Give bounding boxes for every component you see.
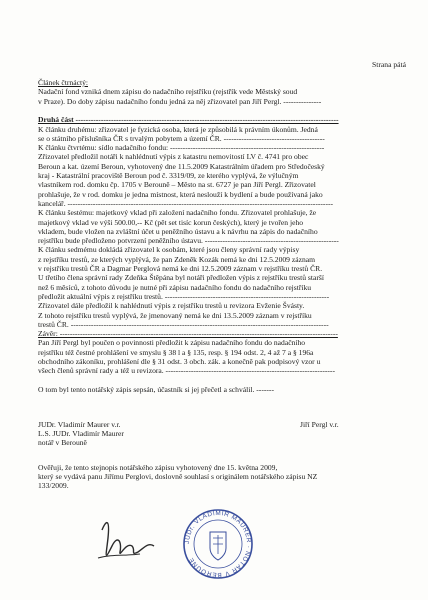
text-line: Druhá část -------------------------------------------------------------------------------------------------------- (38, 115, 339, 125)
text-line: K článku druhému: zřizovatel je fyzická osoba, která je způsobilá k právním úkonům. Jedná (38, 124, 318, 134)
text-line: K článku sedmému dokládá zřizovatel k osobám, které jsou členy správní rady výpisy (38, 245, 300, 255)
text-line: rejstříku bude předloženo potvrzení peněžního ústavu. ----------------------------------------------------- (38, 236, 339, 246)
notary-location: notář v Berouně (38, 438, 87, 447)
notary-seal-line: L.S. JUDr. Vladimír Maurer (38, 429, 124, 438)
founder-signature-line: Jiří Pergl v.r. (300, 420, 339, 429)
text-line: K článku šestému: majetkový vklad při založení nadačního fondu. Zřizovatel prohlašuje, že (38, 208, 317, 218)
text-line: Článek čtrnáctý: (38, 78, 88, 87)
text-line: než 6 měsíců, z tohoto důvodu je nutné při zápisu nadačního fondu do nadačního rejstříku (38, 282, 312, 292)
text-line: Pan Jiří Pergl byl poučen o povinnosti předložit k zápisu nadačního fondu do nadačního (38, 338, 306, 348)
text-line: kraj - Katastrální pracoviště Beroun pod č. 3319/09, ze kterého vyplývá, že výlučným (38, 171, 299, 180)
text-line: Zřizovatel dále předložil k nahlédnutí výpis z rejstříku trestů u revizora Evženie Švásty. (38, 301, 305, 311)
text-line: rejstříku též čestné prohlášení ve smyslu § 38 l a § 135, resp. § 194 odst. 2, 4 až 7 a § 196a (38, 347, 314, 357)
text-line: předložit aktuální výpis z rejstříku trestů. ----------------------------------------------------------------- (38, 291, 330, 301)
text-line: obchodního zákoníku, prohlášení dle § 31 odst. 3 obch. zák. a konečně pak podpisový vzor u (38, 357, 321, 366)
stamp-text: JUDr. VLADIMÍR MAURER · NOTÁŘ V BEROUNĚ (183, 509, 253, 579)
text-line: prohlašuje, že v rod. domku je jedna místnost, která neslouží k bydlení a bude používaná jako (38, 189, 323, 199)
text-line: vkladem, bude vložen na zvláštní účet u peněžního ústavu a k návrhu na zápis do nadačního (38, 226, 318, 236)
text-line: z rejstříku trestů, ze kterých vyplývá, že pan Zdeněk Kozák nemá ke dni 12.5.2009 záznam (38, 254, 316, 264)
handwritten-signature (92, 512, 172, 568)
page-number: Strana pátá (372, 60, 406, 69)
text-line: v rejstříku trestů ČR a Dagmar Perglová nemá ke dni 12.5.2009 záznam v rejstříku trestů ČR. (38, 264, 323, 273)
verification-line-3: 133/2009. (38, 481, 69, 490)
notary-stamp (182, 508, 254, 580)
text-line: všech členů správní rady a též u revizora. ------------------------------------------------------------------- (38, 366, 335, 376)
verification-line-2: který se vydává panu Jiřímu Perglovi, doslovně souhlasí s originálem notářského zápisu NZ (38, 472, 318, 481)
verification-line-1: Ověřuji, že tento stejnopis notářského zápisu vyhotovený dne 15. května 2009, (38, 463, 278, 472)
notary-signature-line: JUDr. Vladimír Maurer v.r. (38, 420, 121, 429)
text-line: O tom byl tento notářský zápis sepsán, účastník si jej přečetl a schválil. ------- (38, 384, 274, 394)
text-line: Nadační fond vzniká dnem zápisu do nadačního rejstříku (rejstřík vede Městský soud (38, 87, 298, 97)
text-line: K článku čtvrtému: sídlo nadačního fondu: ------------------------------------------------------------- (38, 143, 325, 153)
text-line: v Praze). Do doby zápisu nadačního fondu jedná za něj zřizovatel pan Jiří Pergl. --------------- (38, 96, 322, 106)
text-line: Závěr: -------------------------------------------------------------------------------------------------------------- (38, 329, 338, 339)
text-line: se o státního příslušníka ČR s trvalým pobytem a území ČR. ---------------------------------------- (38, 133, 325, 143)
text-line: U třetího člena správní rady Zdeňka Štěpána byl notáři předložen výpis z rejstříku trestů starší (38, 273, 324, 283)
text-line: kancelář. --------------------------------------------------------------------------------------------------------- (38, 198, 334, 208)
text-line: Z tohoto rejstříku trestů vyplývá, že jmenovaný nemá ke dni 13.5.2009 záznam v rejstříku (38, 310, 312, 320)
text-line: vlastníkem rod. domku čp. 1705 v Berouně – Město na st. 6727 je pan Jiří Pergl. Zřizovatel (38, 180, 316, 190)
text-line: trestů ČR. ------------------------------------------------------------------------------------------------------ (38, 319, 329, 329)
text-line: Beroun a kat. území Beroun, vyhotovený dne 11.5.2009 Katastrálním úřadem pro Středočeský (38, 161, 325, 171)
text-line: Zřizovatel předložil notáři k nahlédnutí výpis z katastru nemovitostí LV č. 4741 pro obec (38, 152, 309, 162)
text-line: majetkový vklad ve výši 500.00,-- Kč (pět set tisíc korun českých), který je tvořen jeho (38, 217, 304, 227)
